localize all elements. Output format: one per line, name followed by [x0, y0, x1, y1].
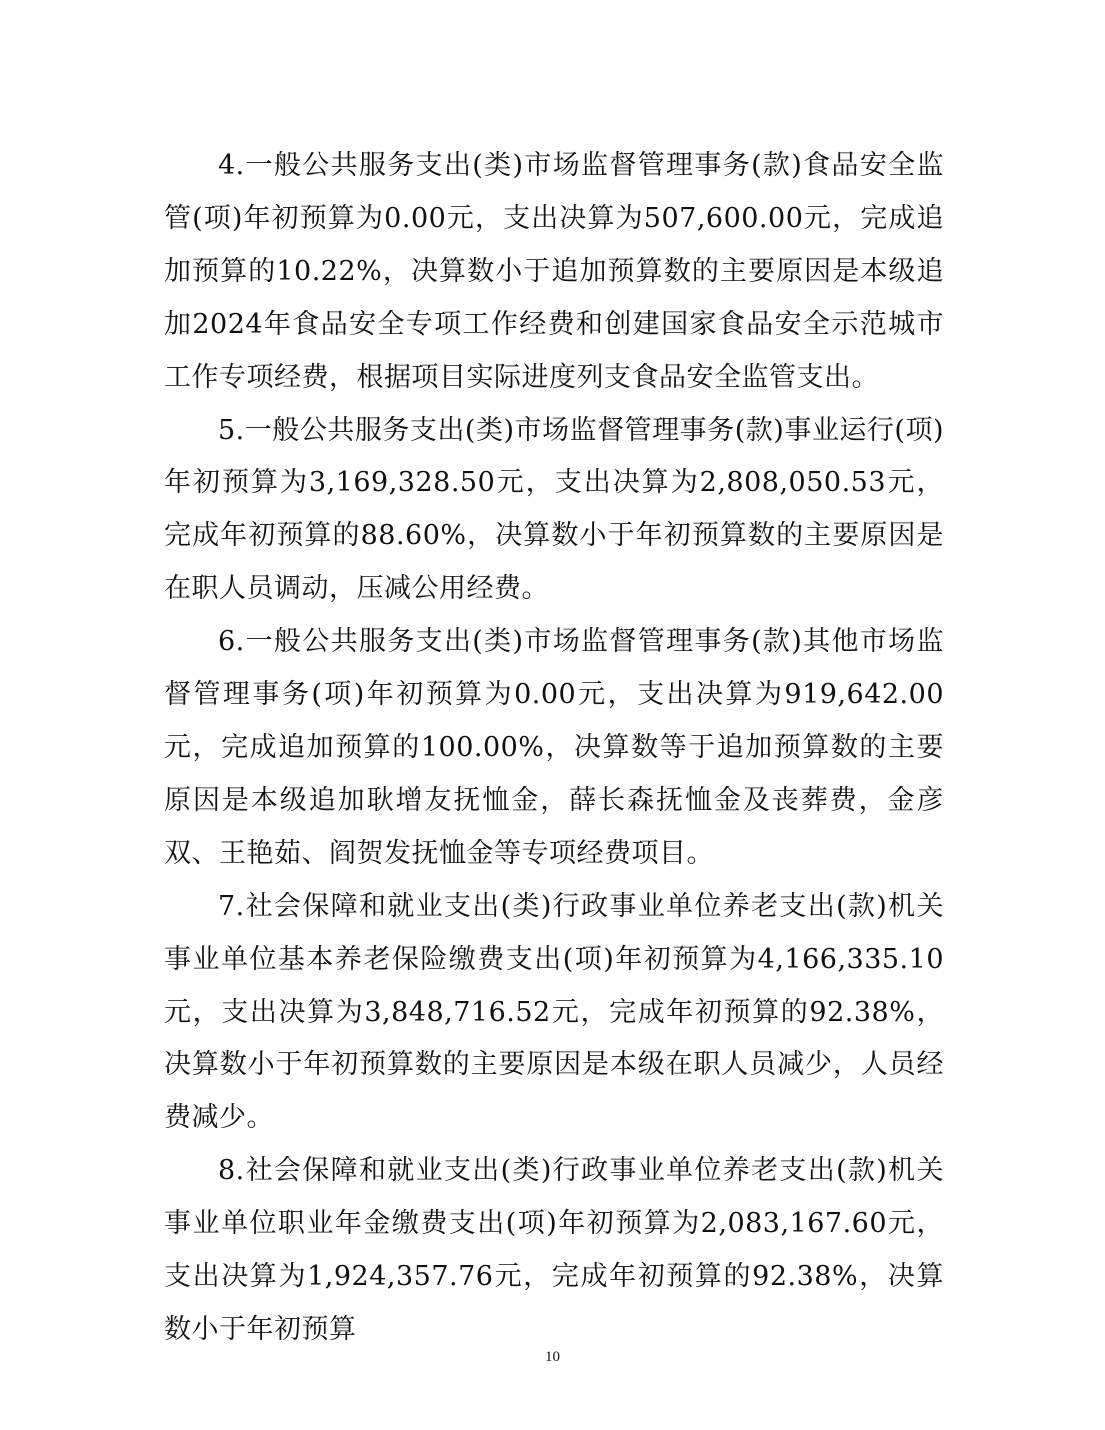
page-number: 10: [545, 1349, 560, 1365]
paragraph-item-4: 4.一般公共服务支出(类)市场监督管理事务(款)食品安全监管(项)年初预算为0.00元，支出决算为507,600.00元，完成追加预算的10.22%，决算数小于追加预算数的主要原因是本级追加2024年食品安全专项工作经费和创建国家食品安全示范城市工作专项经费，根据项目实际进度列支食品安全监管支出。: [164, 150, 944, 393]
paragraph-item-5: 5.一般公共服务支出(类)市场监督管理事务(款)事业运行(项)年初预算为3,169,328.50元，支出决算为2,808,050.53元，完成年初预算的88.60%，决算数小于年初预算数的主要原因是在职人员调动，压减公用经费。: [164, 414, 944, 605]
paragraph-item-6: 6.一般公共服务支出(类)市场监督管理事务(款)其他市场监督管理事务(项)年初预算为0.00元，支出决算为919,642.00元，完成追加预算的100.00%，决算数等于追加预算数的主要原因是本级追加耿增友抚恤金，薛长森抚恤金及丧葬费，金彦双、王艳茹、阎贺发抚恤金等专项经费项目。: [164, 626, 944, 869]
paragraph-item-7: 7.社会保障和就业支出(类)行政事业单位养老支出(款)机关事业单位基本养老保险缴费支出(项)年初预算为4,166,335.10元，支出决算为3,848,716.52元，完成年初预算的92.38%，决算数小于年初预算数的主要原因是本级在职人员减少，人员经费减少。: [164, 890, 944, 1134]
paragraph-item-8: 8.社会保障和就业支出(类)行政事业单位养老支出(款)机关事业单位职业年金缴费支出(项)年初预算为2,083,167.60元，支出决算为1,924,357.76元，完成年初预算的92.38%，决算数小于年初预算: [164, 1155, 944, 1345]
document-body: [164, 140, 944, 1357]
